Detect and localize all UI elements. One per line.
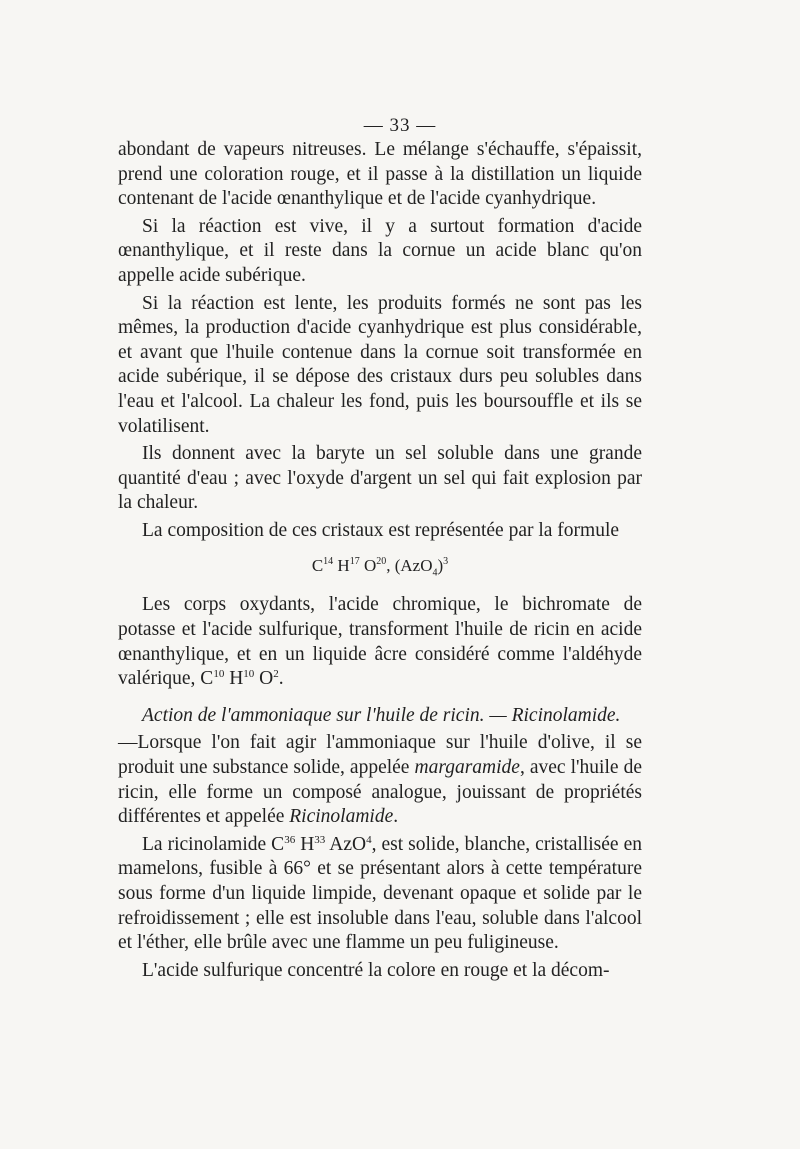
paragraph-8-c-exp: 36 bbox=[284, 833, 296, 846]
paragraph-1: abondant de vapeurs nitreuses. Le mélange s'échauffe, s'épaissit, prend une coloration rouge, et il passe à la distillation un liquide contenant de l'acide œnanthylique et de l'acide cyanhydrique. bbox=[118, 139, 642, 210]
paragraph-3: Si la réaction est lente, les produits formés ne sont pas les mêmes, la production d'acide cyanhydrique est plus considérable, et avant que l'huile contenue dans la cornue soit transformée en acide subérique, il se dépose des cristaux durs peu solubles dans l'eau et l'alcool. La chaleur les fond, puis les boursouffle et ils se volatilisent. bbox=[118, 292, 642, 437]
formula-h-subscript: 17 bbox=[349, 555, 360, 567]
paragraph-8-azo: AzO bbox=[325, 833, 367, 855]
page-number: — 33 — bbox=[363, 115, 437, 136]
paragraph-5: La composition de ces cristaux est représentée par la formule bbox=[142, 519, 620, 541]
formula-azo-exponent: 3 bbox=[443, 555, 449, 567]
paragraph-7-text-2: , avec l'huile de ricin, elle forme un composé analogue, jouissant de propriétés différentes et appelée bbox=[118, 757, 642, 828]
paragraph-6-c-exp: 10 bbox=[213, 668, 225, 681]
formula-c: C bbox=[311, 555, 324, 575]
paragraph-8-text: La ricinolamide C bbox=[142, 833, 285, 855]
paragraph-4: Ils donnent avec la baryte un sel soluble dans une grande quantité d'eau ; avec l'oxyde d'argent un sel qui fait explosion par la chaleur. bbox=[118, 443, 642, 514]
formula-close-paren: ) bbox=[437, 555, 444, 575]
paragraph-8-azo-exp: 4 bbox=[366, 833, 372, 846]
page-body bbox=[118, 138, 642, 986]
paragraph-6-h-exp: 10 bbox=[243, 668, 255, 681]
paragraph-6-text: Les corps oxydants, l'acide chromique, le bichromate de potasse et l'acide sulfurique, transforment l'huile de ricin en acide œnanthylique, et en un liquide âcre considéré comme l'aldéhyde valérique, C bbox=[118, 594, 642, 690]
formula-o-subscript: 20 bbox=[376, 555, 387, 567]
chemical-formula bbox=[118, 554, 642, 586]
paragraph-6-o: O bbox=[254, 668, 274, 690]
paragraph-6-end: . bbox=[278, 668, 284, 690]
paragraph-7-end: . bbox=[393, 806, 399, 828]
formula-azo: , (AzO bbox=[386, 555, 433, 575]
section-title: Action de l'ammoniaque sur l'huile de ricin. — Ricinolamide. bbox=[142, 704, 621, 726]
paragraph-8-h-exp: 33 bbox=[314, 833, 326, 846]
term-ricinolamide: Ricinolamide bbox=[289, 806, 394, 828]
formula-azo-subscript: 4 bbox=[432, 566, 438, 578]
paragraph-2: Si la réaction est vive, il y a surtout formation d'acide œnanthylique, et il reste dans la cornue un acide blanc qu'on appelle acide subérique. bbox=[118, 215, 642, 286]
paragraph-8 bbox=[118, 833, 642, 956]
paragraph-8-text-2: , est solide, blanche, cristallisée en mamelons, fusible à 66° et se présentant alors à cette température sous forme d'un liquide limpide, devenant opaque et solide par le refroidissement ; elle est insoluble dans l'eau, soluble dans l'alcool et l'éther, elle brûle avec une flamme un peu fuligineuse. bbox=[118, 833, 642, 954]
paragraph-9: L'acide sulfurique concentré la colore en rouge et la décom- bbox=[142, 959, 610, 981]
formula-o: O bbox=[359, 555, 377, 575]
paragraph-8-h: H bbox=[295, 833, 315, 855]
paragraph-7-text: —Lorsque l'on fait agir l'ammoniaque sur l'huile d'olive, il se produit une substance solide, appelée bbox=[118, 732, 642, 779]
paragraph-6-o-exp: 2 bbox=[273, 668, 279, 681]
formula-h: H bbox=[333, 555, 350, 575]
term-margaramide: margaramide bbox=[414, 757, 520, 779]
paragraph-6 bbox=[118, 593, 642, 691]
paragraph-6-h: H bbox=[224, 668, 244, 690]
paragraph-7 bbox=[118, 731, 642, 829]
formula-c-subscript: 14 bbox=[323, 555, 334, 567]
